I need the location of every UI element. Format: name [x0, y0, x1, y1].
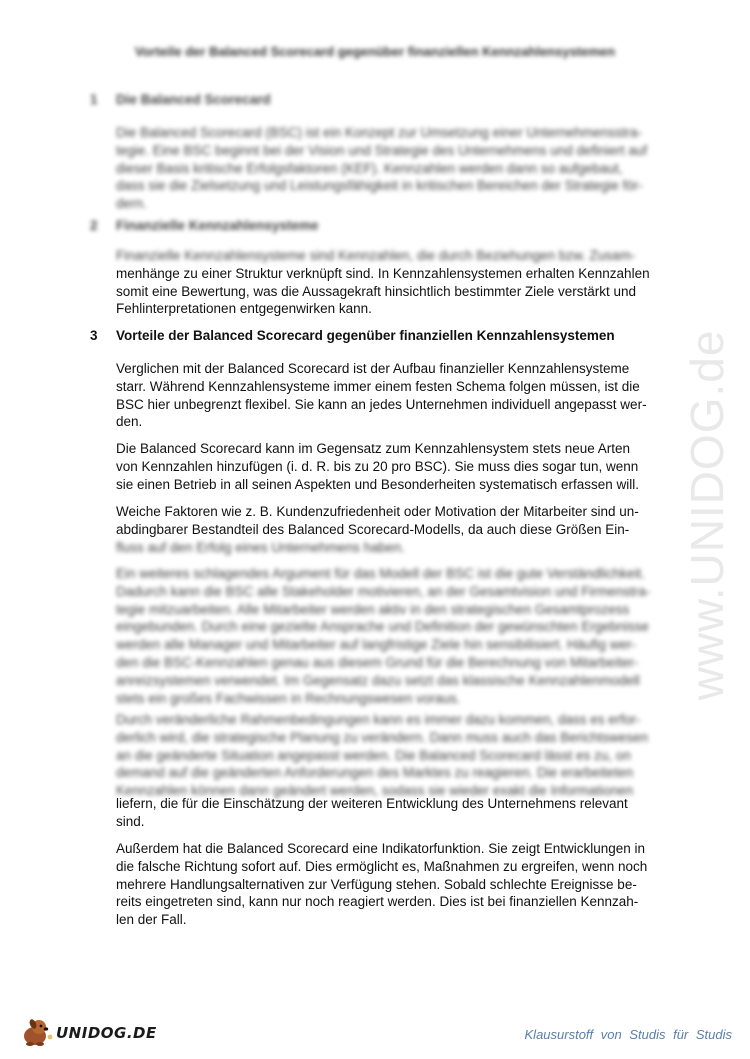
text-line: menhänge zu einer Struktur verknüpft sind. In Kennzahlensystemen erhalten Kennzahlen — [116, 265, 650, 281]
text-line: dass sie die Zielsetzung und Leistungsfähigkeit in kritischen Bereichen der Strategie för- — [116, 178, 643, 194]
paragraph-bsc-definition — [116, 124, 656, 213]
paragraph-understandability — [116, 565, 656, 707]
watermark-text: www.UNIDOG.de — [681, 329, 733, 701]
text-line: den. — [116, 414, 143, 430]
text-line: mehrere Handlungsalternativen zur Verfügung stehen. Sobald schlechte Ereignisse be- — [116, 876, 637, 892]
section-number: 2 — [90, 218, 98, 233]
text-line: Durch veränderliche Rahmenbedingungen kann es immer dazu kommen, dass es erfor- — [116, 712, 641, 727]
text-line: von Kennzahlen hinzufügen (i. d. R. bis zu 20 pro BSC). Sie muss dies sogar tun, wenn — [116, 458, 639, 474]
logo-text: UNIDOG.DE — [56, 1024, 157, 1042]
section-1-heading — [90, 91, 670, 109]
text-line: dern. — [116, 196, 147, 212]
text-line: Ein weiteres schlagendes Argument für das Modell der BSC ist die gute Verständlichkeit. — [116, 566, 646, 581]
text-line: tegie. Eine BSC beginnt bei der Vision und Strategie des Unternehmens und definiert auf — [116, 142, 648, 158]
text-line: abdingbarer Bestandteil des Balanced Scorecard-Modells, da auch diese Größen Ein- — [116, 521, 630, 537]
text-line: fluss auf den Erfolg eines Unternehmens haben. — [116, 539, 405, 555]
section-title: Finanzielle Kennzahlensysteme — [116, 218, 319, 233]
paragraph-new-kpis — [116, 440, 656, 493]
paragraph-financial-systems — [116, 247, 656, 318]
text-line: somit eine Bewertung, was die Aussagekraft hinsichtlich bestimmter Ziele verstärkt und — [116, 283, 636, 299]
text-line: den die BSC-Kennzahlen genau aus diesem Grund für die Berechnung von Mitarbeiter- — [116, 654, 639, 670]
section-3-heading — [90, 327, 670, 345]
text-line: Dadurch kann die BSC alle Stakeholder motivieren, an der Gesamtvision und Firmenstra- — [116, 583, 651, 599]
text-line: Finanzielle Kennzahlensysteme sind Kennzahlen, die durch Beziehungen bzw. Zusam- — [116, 248, 636, 263]
text-line: werden alle Manager und Mitarbeiter auf langfristige Ziele hin sensibilisiert. Häufig wer- — [116, 637, 637, 653]
section-2-heading — [90, 217, 670, 235]
text-line: Weiche Faktoren wie z. B. Kundenzufriedenheit oder Motivation der Mitarbeiter sind un- — [116, 504, 639, 519]
dog-mascot-icon — [18, 1015, 56, 1049]
section-title: Die Balanced Scorecard — [116, 92, 271, 107]
text-line: stets ein großes Fachwissen in Rechnungswesen voraus. — [116, 690, 461, 706]
section-title: Vorteile der Balanced Scorecard gegenüber finanziellen Kennzahlensystemen — [116, 328, 615, 343]
text-line: Verglichen mit der Balanced Scorecard ist der Aufbau finanzieller Kennzahlensysteme — [116, 361, 630, 376]
section-number: 3 — [90, 328, 98, 343]
text-line: BSC hier unbegrenzt flexibel. Sie kann an jedes Unternehmen individuell angepasst wer- — [116, 396, 647, 412]
paragraph-soft-factors — [116, 503, 656, 556]
text-line: an die geänderte Situation angepasst werden. Die Balanced Scorecard lässt es zu, on — [116, 747, 631, 763]
text-line: Die Balanced Scorecard (BSC) ist ein Konzept zur Umsetzung einer Unternehmensstra- — [116, 125, 642, 140]
footer-tagline: Klausurstoff von Studis für Studis — [524, 1027, 732, 1042]
paragraph-indicator-function — [116, 840, 656, 929]
text-line: len der Fall. — [116, 912, 187, 928]
text-line: sie einen Betrieb in all seinen Aspekten und Besonderheiten systematisch erfassen will. — [116, 476, 640, 492]
text-line: Kennzahlen können dann geändert werden, sodass sie wieder exakt die Informationen — [116, 783, 634, 799]
text-line: liefern, die für die Einschätzung der weiteren Entwicklung des Unternehmens relevant — [116, 796, 628, 811]
text-line: die falsche Richtung sofort auf. Dies ermöglicht es, Maßnahmen zu ergreifen, wenn noch — [116, 858, 648, 874]
text-line: Die Balanced Scorecard kann im Gegensatz zum Kennzahlensystem stets neue Arten — [116, 441, 631, 456]
section-number: 1 — [90, 92, 98, 107]
text-line: reits eingetreten sind, kann nur noch reagiert werden. Dies ist bei finanziellen Kennzah- — [116, 894, 639, 910]
text-line: demand auf die geänderten Anforderungen des Marktes zu reagieren. Die erarbeiteten — [116, 765, 634, 781]
text-line: Außerdem hat die Balanced Scorecard eine Indikatorfunktion. Sie zeigt Entwicklungen in — [116, 841, 646, 856]
text-line: starr. Während Kennzahlensysteme immer einem festen Schema folgen müssen, ist die — [116, 378, 640, 394]
text-line: tegie mitzuarbeiten. Alle Mitarbeiter werden aktiv in den strategischen Gesamtprozess — [116, 601, 630, 617]
text-line: dieser Basis kritische Erfolgsfaktoren (KEF). Kennzahlen werden dann so aufgebaut, — [116, 160, 623, 176]
text-line: eingebunden. Durch eine gezielte Ansprache und Definition der gewünschten Ergebnisse — [116, 619, 649, 635]
text-line: sind. — [116, 813, 145, 829]
paragraph-changing-conditions-continued — [116, 795, 656, 831]
text-line: Fehlinterpretationen entgegenwirken kann. — [116, 301, 372, 317]
paragraph-flexibility — [116, 360, 656, 431]
document-title: Vorteile der Balanced Scorecard gegenüber finanziellen Kennzahlensystemen — [134, 44, 616, 59]
text-line: derlich wird, die strategische Planung zu verändern. Dann muss auch das Berichtswesen — [116, 729, 649, 745]
paragraph-changing-conditions — [116, 711, 656, 800]
text-line: anreizsystemen verwendet. Im Gegensatz dazu setzt das klassische Kennzahlenmodell — [116, 672, 640, 688]
unidog-logo[interactable] — [18, 1015, 168, 1049]
